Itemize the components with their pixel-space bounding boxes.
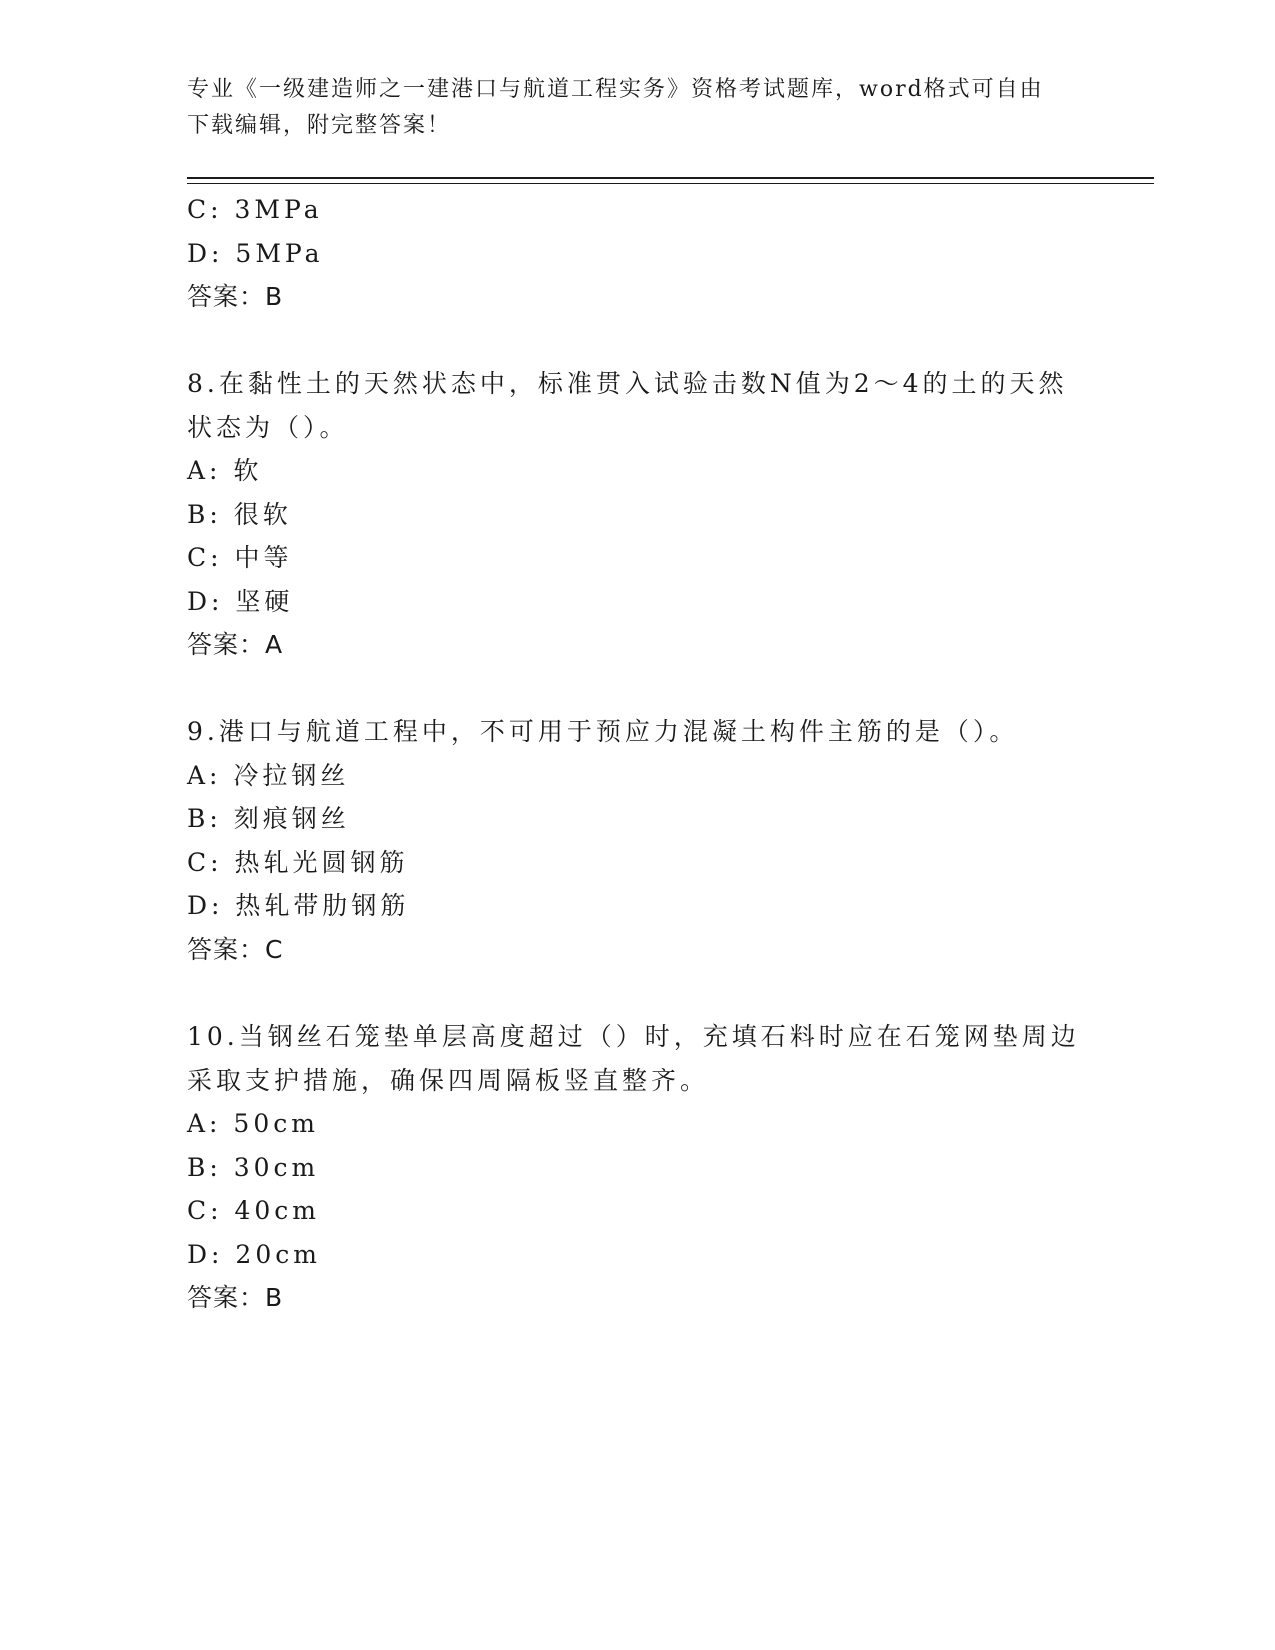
question-9-answer: 答案：C xyxy=(187,935,284,964)
question-8-answer: 答案：A xyxy=(187,630,284,659)
question-8-option-b: B: 很软 xyxy=(187,500,292,529)
header-line-1: 专业《一级建造师之一建港口与航道工程实务》资格考试题库，word格式可自由 xyxy=(187,77,1044,102)
question-9-option-d: D: 热轧带肋钢筋 xyxy=(187,891,410,920)
question-8-option-d: D: 坚硬 xyxy=(187,587,294,616)
question-8-stem-line-1: 8.在黏性土的天然状态中，标准贯入试验击数N值为2～4的土的天然 xyxy=(187,369,1068,398)
answer-line: 答案：B xyxy=(187,282,284,311)
question-8-option-c: C: 中等 xyxy=(187,543,293,572)
question-10-option-b: B: 30cm xyxy=(187,1153,320,1182)
option-d: D: 5MPa xyxy=(187,239,324,268)
option-c: C: 3MPa xyxy=(187,195,323,224)
question-9-stem-line-1: 9.港口与航道工程中，不可用于预应力混凝土构件主筋的是（）。 xyxy=(187,717,1019,746)
header-divider-thick xyxy=(187,177,1154,179)
question-8-stem-line-2: 状态为（）。 xyxy=(187,413,349,442)
question-9-option-b: B: 刻痕钢丝 xyxy=(187,804,350,833)
question-10-option-c: C: 40cm xyxy=(187,1196,321,1225)
question-10-stem-line-2: 采取支护措施，确保四周隔板竖直整齐。 xyxy=(187,1066,710,1095)
document-header xyxy=(187,72,1087,144)
header-line-2: 下载编辑，附完整答案！ xyxy=(187,113,452,138)
header-divider-thin xyxy=(187,183,1154,184)
question-9-option-a: A: 冷拉钢丝 xyxy=(187,761,350,790)
question-8-option-a: A: 软 xyxy=(187,456,263,485)
question-10-answer: 答案：B xyxy=(187,1283,284,1312)
question-10-stem-line-1: 10.当钢丝石笼垫单层高度超过（）时，充填石料时应在石笼网垫周边 xyxy=(187,1022,1080,1051)
question-10-option-d: D: 20cm xyxy=(187,1240,321,1269)
question-9-option-c: C: 热轧光圆钢筋 xyxy=(187,848,409,877)
question-10-option-a: A: 50cm xyxy=(187,1109,319,1138)
